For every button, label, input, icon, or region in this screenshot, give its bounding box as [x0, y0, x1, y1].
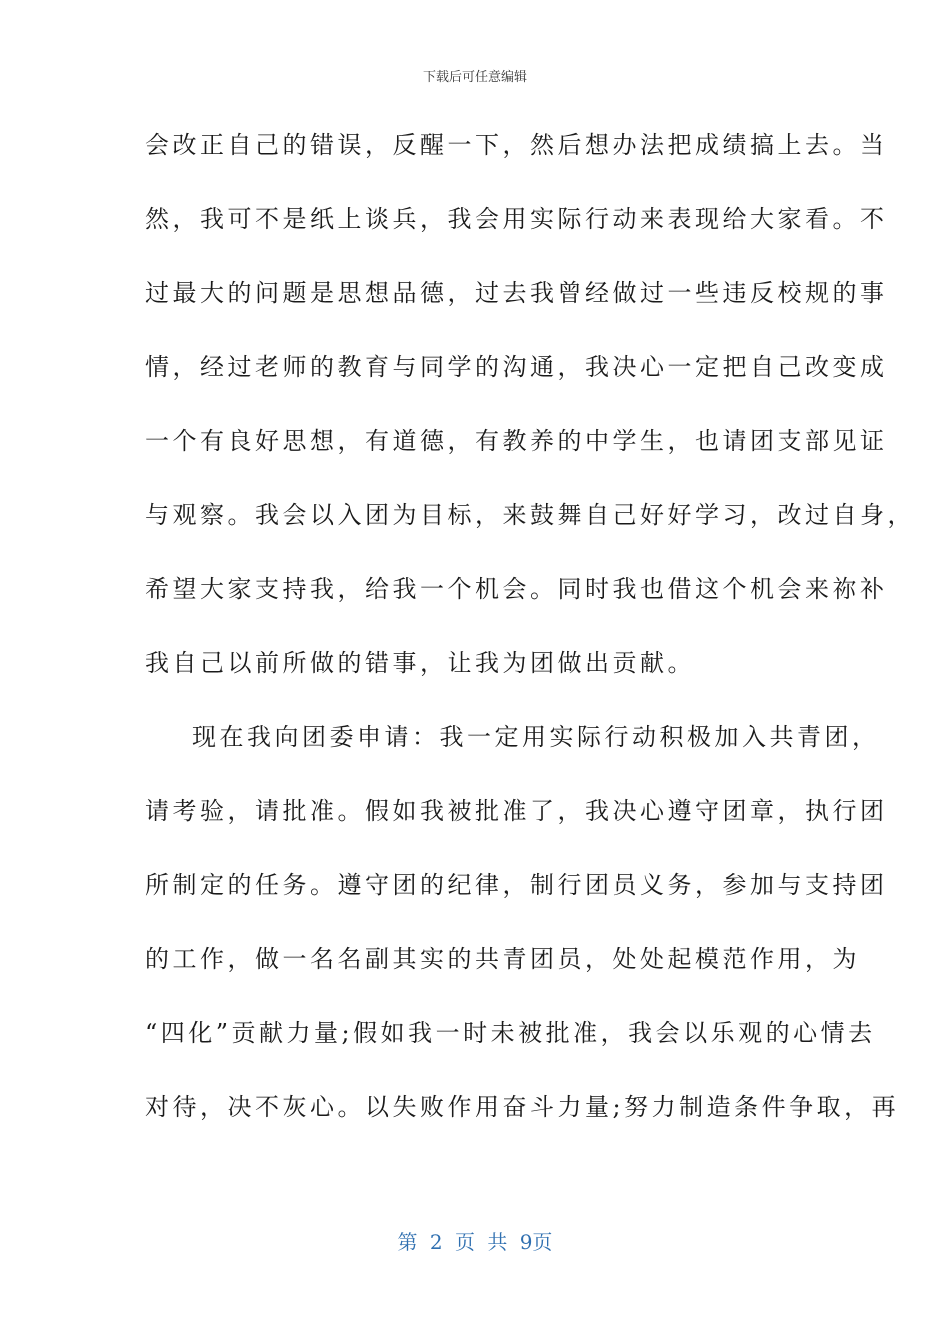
text-line: 与观察。我会以入团为目标，来鼓舞自己好好学习，改过自身，: [145, 501, 915, 529]
text-line: 我自己以前所做的错事，让我为团做出贡献。: [145, 649, 695, 677]
page-number: 第 2 页 共 9页: [397, 1230, 553, 1254]
text-line: 的工作，做一名名副其实的共青团员，处处起模范作用，为: [145, 945, 860, 973]
text-line: 请考验，请批准。假如我被批准了，我决心遵守团章，执行团: [145, 797, 888, 825]
text-line: 对待，决不灰心。以失败作用奋斗力量;努力制造条件争取，再: [145, 1093, 900, 1121]
text-line: “四化”贡献力量;假如我一时未被批准，我会以乐观的心情去: [145, 1019, 876, 1047]
text-line: 现在我向团委申请：我一定用实际行动积极加入共青团，: [192, 723, 880, 751]
header-note: 下载后可任意编辑: [422, 70, 527, 85]
text-line: 会改正自己的错误，反醒一下，然后想办法把成绩搞上去。当: [145, 131, 888, 159]
text-line: 希望大家支持我，给我一个机会。同时我也借这个机会来祢补: [145, 575, 888, 603]
text-line: 情，经过老师的教育与同学的沟通，我决心一定把自己改变成: [145, 353, 888, 381]
document-body: [145, 126, 915, 1162]
text-line: 一个有良好思想，有道德，有教养的中学生，也请团支部见证: [145, 427, 888, 455]
text-line: 过最大的问题是思想品德，过去我曾经做过一些违反校规的事: [145, 279, 888, 307]
text-line: 所制定的任务。遵守团的纪律，制行团员义务，参加与支持团: [145, 871, 888, 899]
text-line: 然，我可不是纸上谈兵，我会用实际行动来表现给大家看。不: [145, 205, 888, 233]
